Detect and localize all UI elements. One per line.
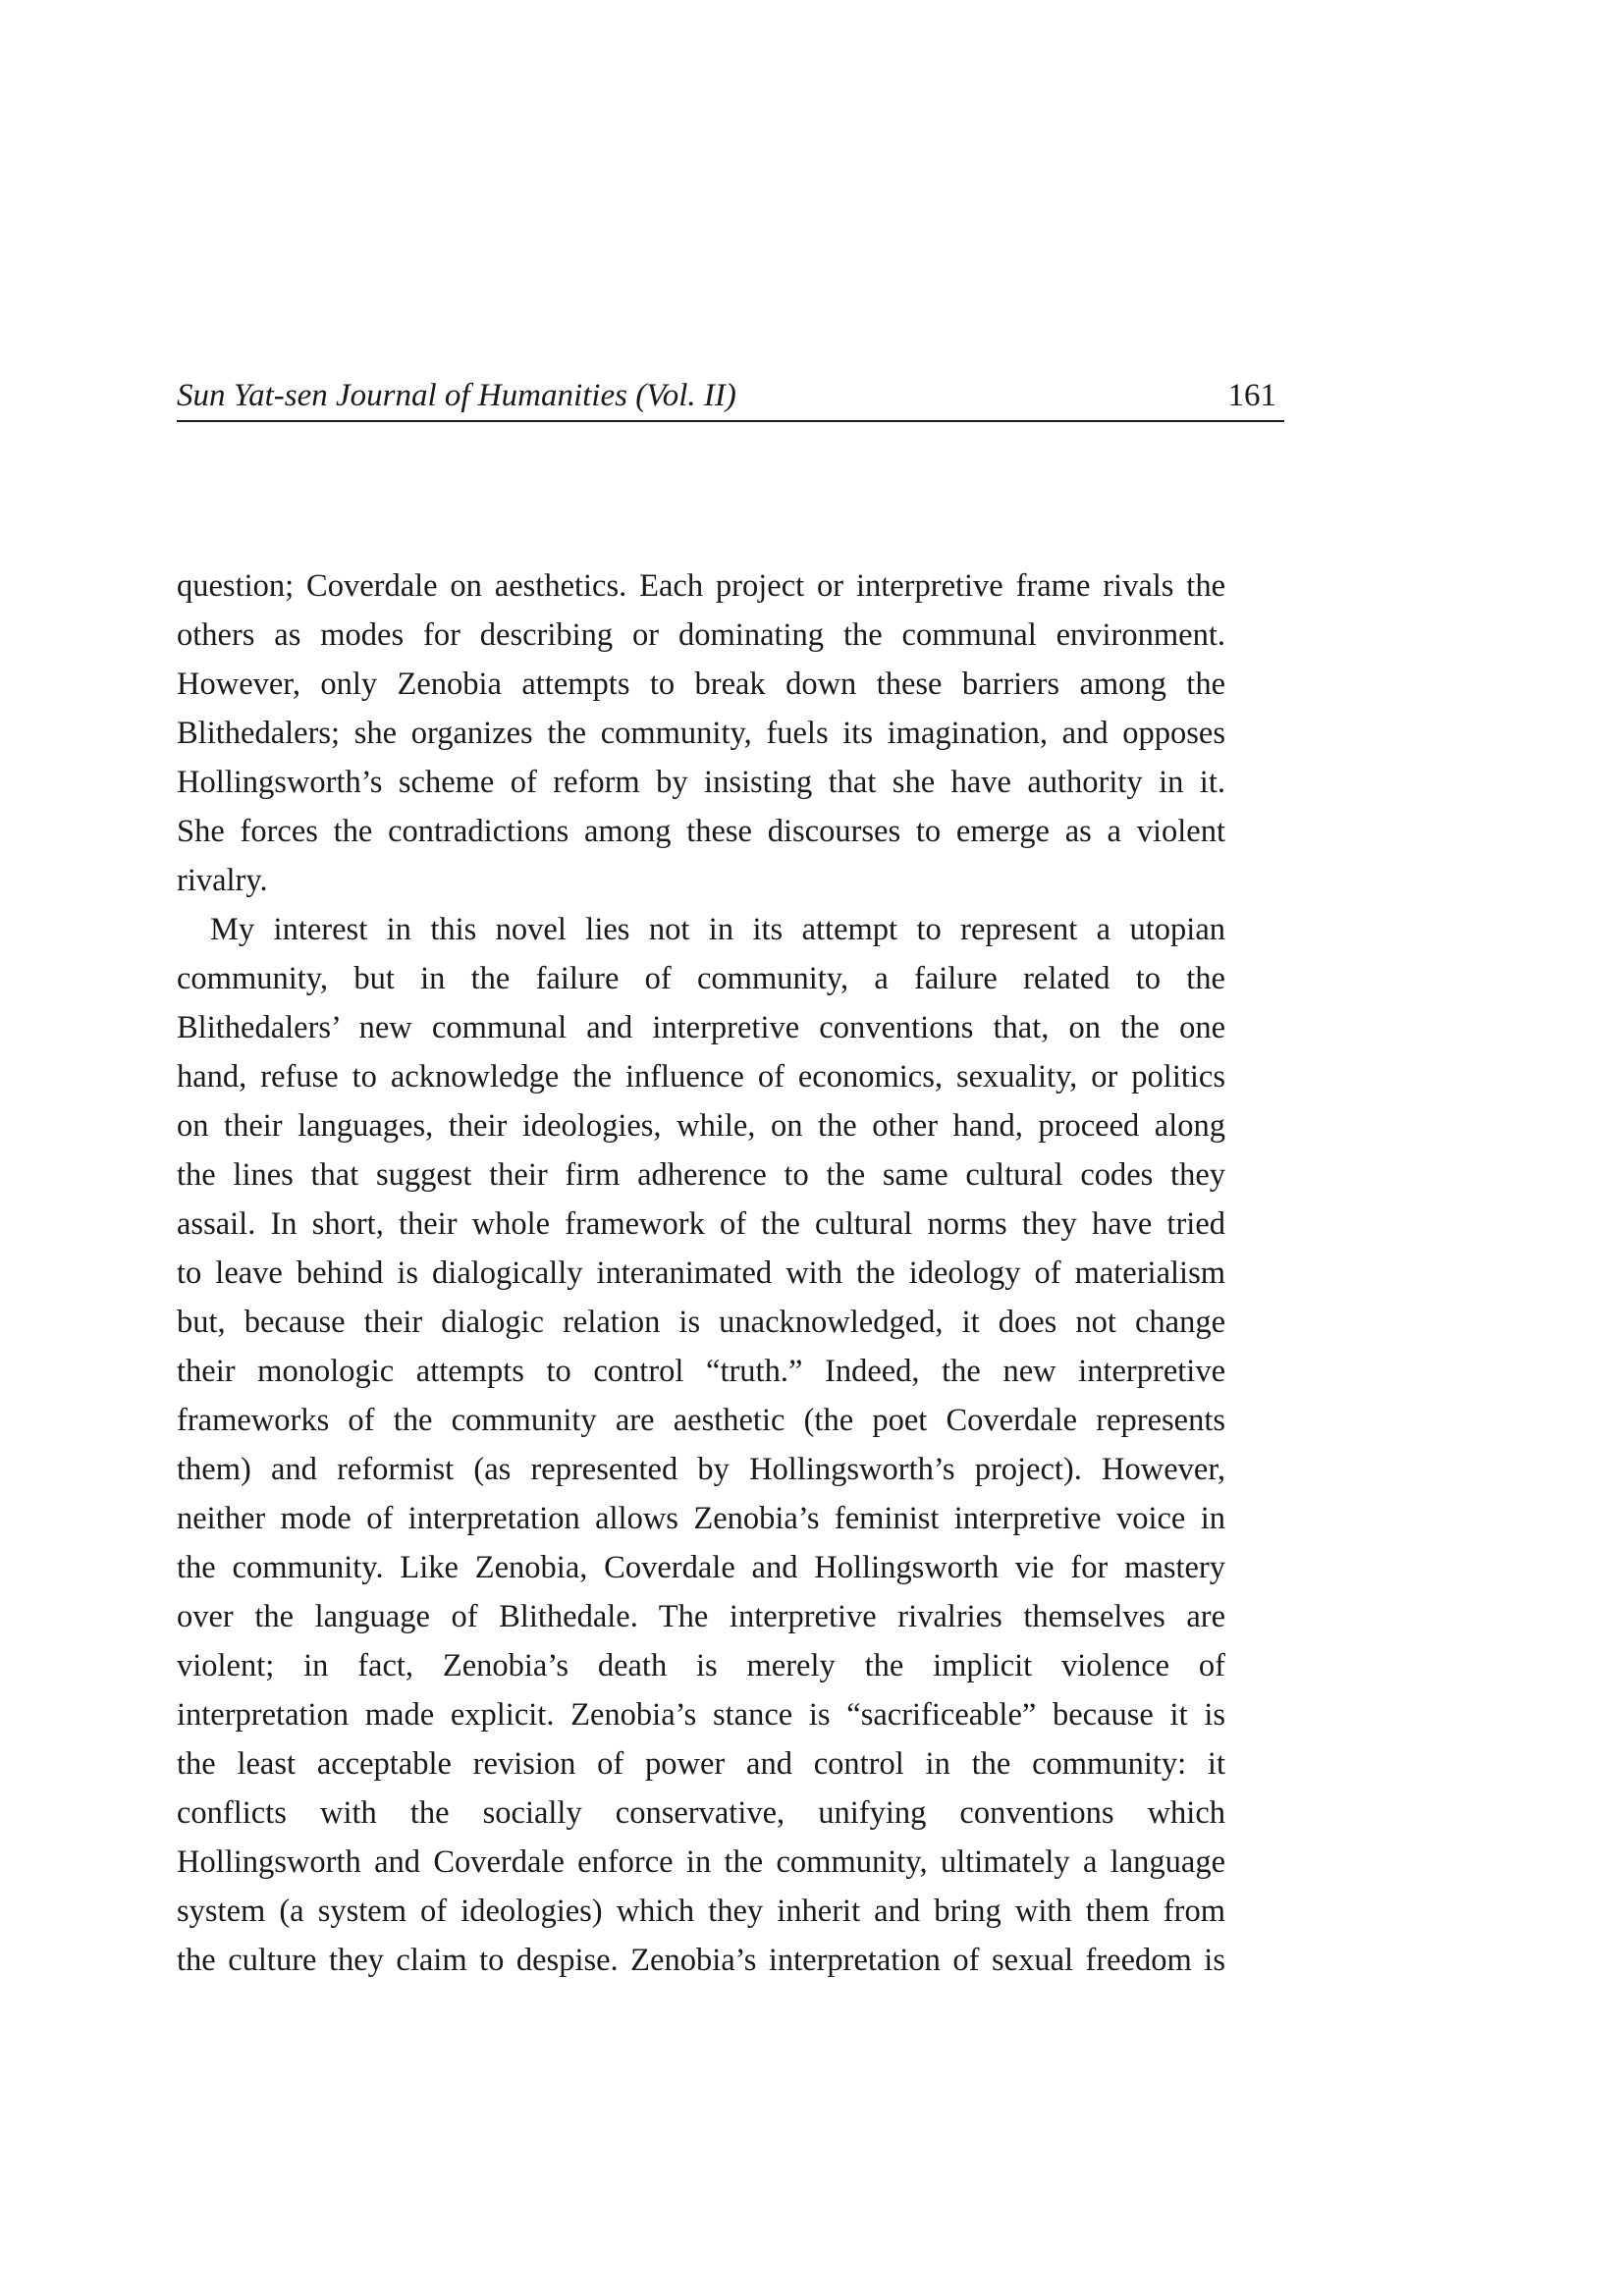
text-line: Hollingsworth’s scheme of reform by insisting that she have authority in it. bbox=[177, 765, 1225, 800]
text-line: but, because their dialogic relation is unacknowledged, it does not change bbox=[177, 1305, 1225, 1340]
text-line: the community. Like Zenobia, Coverdale and Hollingsworth vie for mastery bbox=[177, 1550, 1225, 1585]
text-line: others as modes for describing or dominating the communal environment. bbox=[177, 617, 1225, 653]
text-line: them) and reformist (as represented by Hollingsworth’s project). However, bbox=[177, 1452, 1225, 1487]
running-header bbox=[177, 371, 1284, 422]
text-line: violent; in fact, Zenobia’s death is merely the implicit violence of bbox=[177, 1648, 1225, 1683]
text-line: on their languages, their ideologies, while, on the other hand, proceed along bbox=[177, 1108, 1225, 1144]
journal-title: Sun Yat-sen Journal of Humanities (Vol. II) bbox=[177, 378, 736, 413]
text-line: neither mode of interpretation allows Zenobia’s feminist interpretive voice in bbox=[177, 1501, 1225, 1536]
text-line: However, only Zenobia attempts to break down these barriers among the bbox=[177, 667, 1225, 702]
paragraph-2 bbox=[177, 905, 1225, 1985]
text-line: over the language of Blithedale. The interpretive rivalries themselves are bbox=[177, 1599, 1225, 1634]
paragraph-1 bbox=[177, 561, 1225, 905]
text-line: hand, refuse to acknowledge the influence of economics, sexuality, or politics bbox=[177, 1059, 1225, 1095]
text-line: community, but in the failure of community, a failure related to the bbox=[177, 961, 1225, 996]
text-line: question; Coverdale on aesthetics. Each project or interpretive frame rivals the bbox=[177, 568, 1225, 604]
text-line: My interest in this novel lies not in its attempt to represent a utopian bbox=[210, 912, 1225, 947]
text-line: system (a system of ideologies) which they inherit and bring with them from bbox=[177, 1894, 1225, 1929]
text-line: Blithedalers’ new communal and interpretive conventions that, on the one bbox=[177, 1010, 1225, 1045]
body-text bbox=[177, 561, 1225, 1985]
text-line: She forces the contradictions among these discourses to emerge as a violent bbox=[177, 814, 1225, 849]
text-line: conflicts with the socially conservative, unifying conventions which bbox=[177, 1795, 1225, 1831]
text-line: to leave behind is dialogically interanimated with the ideology of materialism bbox=[177, 1255, 1225, 1291]
text-line: Blithedalers; she organizes the community, fuels its imagination, and opposes bbox=[177, 716, 1225, 751]
text-line: assail. In short, their whole framework of the cultural norms they have tried bbox=[177, 1206, 1225, 1242]
text-line: the lines that suggest their firm adherence to the same cultural codes they bbox=[177, 1157, 1225, 1193]
text-line: interpretation made explicit. Zenobia’s stance is “sacrificeable” because it is bbox=[177, 1697, 1225, 1733]
text-line: frameworks of the community are aesthetic (the poet Coverdale represents bbox=[177, 1403, 1225, 1438]
text-line: the least acceptable revision of power and control in the community: it bbox=[177, 1746, 1225, 1782]
page-number: 161 bbox=[1227, 378, 1276, 413]
text-line: the culture they claim to despise. Zenobia’s interpretation of sexual freedom is bbox=[177, 1943, 1225, 1978]
text-line: rivalry. bbox=[177, 863, 268, 898]
text-line: their monologic attempts to control “truth.” Indeed, the new interpretive bbox=[177, 1354, 1225, 1389]
text-line: Hollingsworth and Coverdale enforce in the community, ultimately a language bbox=[177, 1844, 1225, 1880]
